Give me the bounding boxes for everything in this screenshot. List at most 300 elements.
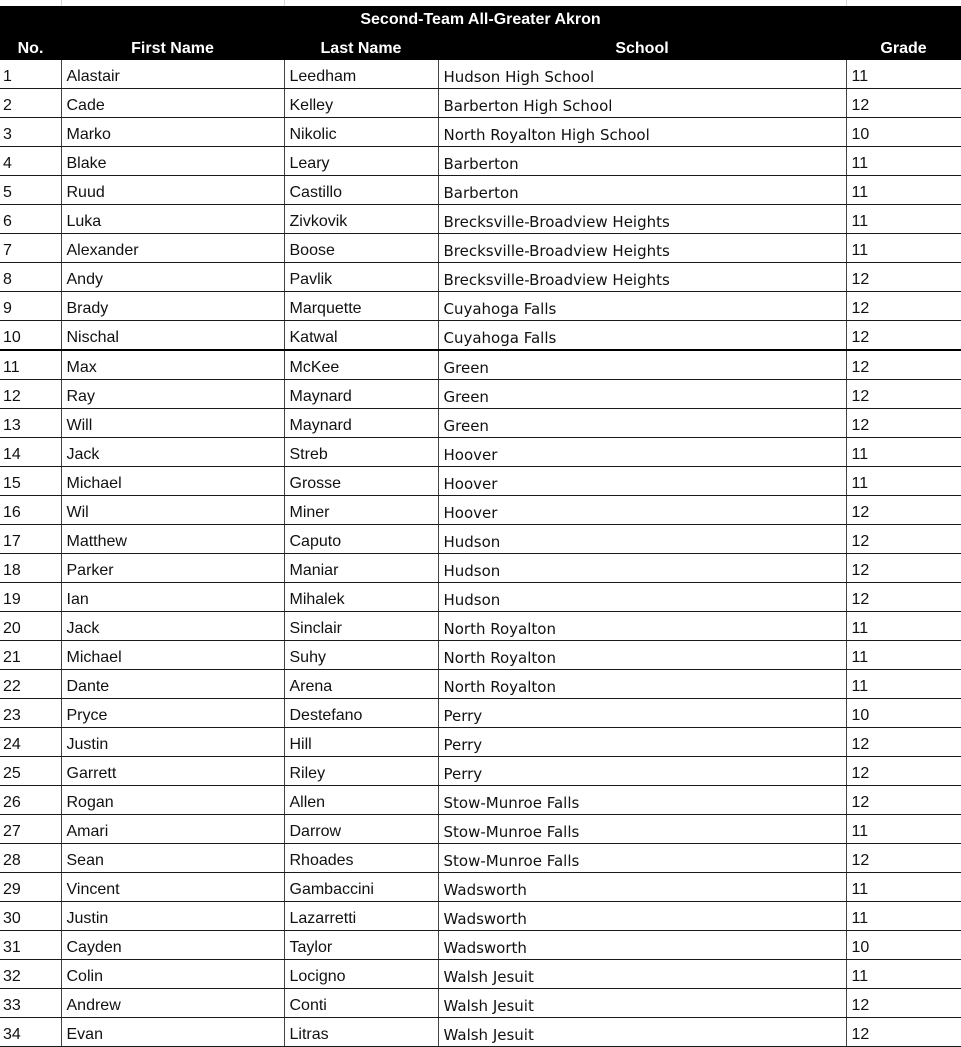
cell-first-name-text: Justin	[66, 910, 109, 927]
cell-first-name-text: Pryce	[66, 707, 108, 724]
cell-last-name	[284, 525, 438, 554]
cell-last-name-text: Riley	[289, 765, 326, 782]
cell-grade	[846, 263, 961, 292]
cell-grade	[846, 525, 961, 554]
cell-no	[0, 409, 61, 438]
cell-school-text: Hudson	[443, 562, 501, 580]
cell-no-text: 33	[3, 997, 21, 1014]
cell-no	[0, 931, 61, 960]
cell-school-text: North Royalton	[443, 649, 556, 667]
cell-school	[438, 321, 846, 351]
cell-no	[0, 757, 61, 786]
cell-last-name-text: Caputo	[289, 533, 342, 550]
cell-last-name	[284, 409, 438, 438]
cell-grade-text: 11	[851, 184, 869, 201]
cell-last-name-text: Mihalek	[289, 591, 345, 608]
cell-grade-text: 11	[851, 475, 869, 492]
cell-school	[438, 931, 846, 960]
cell-last-name-text: Grosse	[289, 475, 342, 492]
cell-school	[438, 205, 846, 234]
cell-grade	[846, 89, 961, 118]
cell-last-name-text: Zivkovik	[289, 213, 348, 230]
cell-no-text: 7	[3, 242, 12, 259]
header-row	[0, 33, 961, 60]
cell-last-name	[284, 496, 438, 525]
cell-grade-text: 12	[851, 794, 870, 811]
cell-school	[438, 89, 846, 118]
cell-first-name-text: Brady	[66, 300, 109, 317]
cell-first-name	[61, 786, 284, 815]
cell-no-text: 6	[3, 213, 12, 230]
table-row	[0, 844, 961, 873]
cell-no-text: 26	[3, 794, 21, 811]
cell-no-text: 28	[3, 852, 21, 869]
cell-grade-text: 12	[851, 591, 870, 608]
cell-last-name-text: Nikolic	[289, 126, 337, 143]
cell-grade-text: 12	[851, 300, 870, 317]
cell-no	[0, 641, 61, 670]
cell-last-name	[284, 321, 438, 351]
cell-grade	[846, 205, 961, 234]
cell-school-text: North Royalton	[443, 678, 556, 696]
table-row	[0, 234, 961, 263]
cell-no	[0, 60, 61, 89]
cell-no-text: 17	[3, 533, 21, 550]
cell-first-name-text: Amari	[66, 823, 109, 840]
table-row	[0, 176, 961, 205]
cell-grade	[846, 815, 961, 844]
cell-no-text: 29	[3, 881, 21, 898]
cell-last-name-text: Arena	[289, 678, 333, 695]
cell-last-name	[284, 583, 438, 612]
cell-school	[438, 786, 846, 815]
cell-no	[0, 699, 61, 728]
cell-first-name	[61, 728, 284, 757]
cell-last-name-text: Kelley	[289, 97, 334, 114]
cell-no-text: 31	[3, 939, 21, 956]
cell-last-name-text: Gambaccini	[289, 881, 374, 898]
cell-no-text: 1	[3, 68, 12, 85]
cell-no-text: 14	[3, 446, 21, 463]
cell-grade-text: 11	[851, 649, 869, 666]
cell-grade	[846, 438, 961, 467]
cell-first-name-text: Vincent	[66, 881, 120, 898]
cell-school	[438, 989, 846, 1018]
table-row	[0, 873, 961, 902]
cell-first-name	[61, 554, 284, 583]
cell-grade-text: 11	[851, 678, 869, 695]
cell-grade-text: 12	[851, 997, 870, 1014]
cell-last-name	[284, 902, 438, 931]
cell-last-name-text: Litras	[289, 1026, 329, 1043]
cell-last-name-text: McKee	[289, 359, 340, 376]
table-row	[0, 496, 961, 525]
cell-last-name	[284, 554, 438, 583]
cell-last-name	[284, 931, 438, 960]
cell-grade	[846, 728, 961, 757]
cell-school	[438, 960, 846, 989]
cell-no	[0, 815, 61, 844]
cell-no-text: 10	[3, 329, 21, 346]
cell-school	[438, 670, 846, 699]
cell-first-name	[61, 670, 284, 699]
cell-grade-text: 11	[851, 968, 869, 985]
cell-no	[0, 902, 61, 931]
table-row	[0, 321, 961, 351]
cell-school	[438, 438, 846, 467]
roster-table	[0, 6, 961, 1047]
cell-first-name-text: Ian	[66, 591, 89, 608]
cell-first-name	[61, 292, 284, 321]
cell-last-name	[284, 263, 438, 292]
table-row	[0, 815, 961, 844]
cell-first-name	[61, 176, 284, 205]
cell-first-name-text: Garrett	[66, 765, 117, 782]
cell-first-name	[61, 1018, 284, 1047]
cell-school	[438, 699, 846, 728]
cell-school-text: Barberton High School	[443, 97, 613, 115]
cell-no	[0, 321, 61, 351]
cell-first-name-text: Wil	[66, 504, 89, 521]
cell-no	[0, 989, 61, 1018]
cell-school	[438, 757, 846, 786]
cell-first-name	[61, 438, 284, 467]
header-school	[438, 33, 846, 60]
cell-grade	[846, 757, 961, 786]
cell-school-text: Stow-Munroe Falls	[443, 852, 580, 870]
cell-grade	[846, 60, 961, 89]
cell-first-name-text: Evan	[66, 1026, 103, 1043]
cell-first-name-text: Luka	[66, 213, 102, 230]
cell-grade	[846, 350, 961, 380]
cell-first-name	[61, 350, 284, 380]
table-row	[0, 902, 961, 931]
cell-school-text: Cuyahoga Falls	[443, 300, 557, 318]
cell-last-name	[284, 467, 438, 496]
cell-grade-text: 10	[851, 939, 870, 956]
header-school-label: School	[615, 40, 669, 57]
header-no-label: No.	[17, 40, 44, 57]
cell-last-name	[284, 147, 438, 176]
cell-first-name-text: Rogan	[66, 794, 114, 811]
cell-last-name	[284, 234, 438, 263]
cell-no	[0, 263, 61, 292]
cell-school	[438, 1018, 846, 1047]
cell-school	[438, 554, 846, 583]
cell-first-name	[61, 873, 284, 902]
cell-grade-text: 12	[851, 1026, 870, 1043]
cell-last-name-text: Castillo	[289, 184, 342, 201]
cell-school-text: Perry	[443, 765, 483, 783]
cell-first-name	[61, 147, 284, 176]
cell-first-name	[61, 757, 284, 786]
cell-grade-text: 11	[851, 68, 869, 85]
cell-school-text: Brecksville-Broadview Heights	[443, 213, 670, 231]
cell-last-name-text: Katwal	[289, 329, 338, 346]
cell-no	[0, 234, 61, 263]
cell-last-name-text: Boose	[289, 242, 335, 259]
cell-no-text: 8	[3, 271, 12, 288]
cell-school	[438, 815, 846, 844]
table-row	[0, 380, 961, 409]
cell-no	[0, 147, 61, 176]
cell-first-name	[61, 699, 284, 728]
cell-school	[438, 380, 846, 409]
cell-school-text: Cuyahoga Falls	[443, 329, 557, 347]
cell-no-text: 15	[3, 475, 21, 492]
cell-last-name	[284, 380, 438, 409]
cell-last-name-text: Miner	[289, 504, 330, 521]
cell-last-name-text: Rhoades	[289, 852, 354, 869]
cell-no-text: 20	[3, 620, 21, 637]
cell-last-name-text: Maniar	[289, 562, 339, 579]
cell-no	[0, 118, 61, 147]
cell-school-text: Wadsworth	[443, 939, 527, 957]
cell-grade-text: 12	[851, 417, 870, 434]
cell-first-name	[61, 60, 284, 89]
cell-grade-text: 11	[851, 155, 869, 172]
cell-no-text: 30	[3, 910, 21, 927]
cell-grade-text: 12	[851, 329, 870, 346]
table-row	[0, 583, 961, 612]
cell-no-text: 27	[3, 823, 21, 840]
cell-first-name	[61, 612, 284, 641]
cell-no-text: 22	[3, 678, 21, 695]
cell-school-text: Green	[443, 388, 489, 406]
cell-first-name	[61, 89, 284, 118]
cell-no-text: 11	[3, 359, 20, 376]
cell-grade	[846, 234, 961, 263]
cell-first-name	[61, 205, 284, 234]
cell-grade	[846, 844, 961, 873]
cell-grade-text: 12	[851, 504, 870, 521]
table-row	[0, 525, 961, 554]
table-row	[0, 1018, 961, 1047]
cell-school-text: Brecksville-Broadview Heights	[443, 242, 670, 260]
cell-grade	[846, 989, 961, 1018]
cell-grade	[846, 583, 961, 612]
cell-first-name-text: Andy	[66, 271, 103, 288]
header-no	[0, 33, 61, 60]
cell-grade-text: 12	[851, 852, 870, 869]
cell-school	[438, 583, 846, 612]
cell-school	[438, 641, 846, 670]
cell-last-name	[284, 438, 438, 467]
cell-school	[438, 728, 846, 757]
cell-school	[438, 496, 846, 525]
cell-grade-text: 11	[851, 620, 869, 637]
cell-grade	[846, 409, 961, 438]
table-row	[0, 641, 961, 670]
cell-no-text: 2	[3, 97, 12, 114]
cell-first-name-text: Marko	[66, 126, 111, 143]
cell-no	[0, 292, 61, 321]
cell-school	[438, 612, 846, 641]
cell-last-name	[284, 873, 438, 902]
cell-last-name	[284, 815, 438, 844]
cell-no	[0, 176, 61, 205]
table-row	[0, 147, 961, 176]
cell-last-name-text: Lazarretti	[289, 910, 357, 927]
cell-first-name-text: Sean	[66, 852, 104, 869]
cell-grade	[846, 641, 961, 670]
cell-school-text: Wadsworth	[443, 910, 527, 928]
cell-grade-text: 12	[851, 271, 870, 288]
cell-last-name	[284, 757, 438, 786]
table-row	[0, 409, 961, 438]
cell-last-name	[284, 60, 438, 89]
cell-school-text: Stow-Munroe Falls	[443, 794, 580, 812]
cell-last-name	[284, 844, 438, 873]
cell-first-name	[61, 234, 284, 263]
cell-grade-text: 12	[851, 97, 870, 114]
table-row	[0, 438, 961, 467]
cell-school-text: Hudson	[443, 591, 501, 609]
cell-school	[438, 350, 846, 380]
cell-first-name-text: Jack	[66, 446, 100, 463]
cell-no-text: 5	[3, 184, 12, 201]
cell-school	[438, 902, 846, 931]
cell-no	[0, 728, 61, 757]
cell-school	[438, 118, 846, 147]
cell-last-name-text: Marquette	[289, 300, 362, 317]
cell-last-name	[284, 670, 438, 699]
cell-first-name	[61, 960, 284, 989]
cell-last-name	[284, 1018, 438, 1047]
cell-first-name	[61, 844, 284, 873]
cell-grade	[846, 147, 961, 176]
cell-first-name-text: Colin	[66, 968, 103, 985]
cell-no-text: 18	[3, 562, 21, 579]
cell-last-name	[284, 641, 438, 670]
cell-first-name-text: Michael	[66, 649, 122, 666]
cell-no	[0, 89, 61, 118]
cell-first-name-text: Matthew	[66, 533, 127, 550]
cell-grade	[846, 467, 961, 496]
cell-school-text: Perry	[443, 736, 483, 754]
cell-first-name-text: Ray	[66, 388, 95, 405]
cell-grade-text: 12	[851, 359, 870, 376]
table-row	[0, 89, 961, 118]
cell-school-text: Walsh Jesuit	[443, 997, 534, 1015]
cell-grade	[846, 380, 961, 409]
cell-school	[438, 467, 846, 496]
cell-first-name-text: Ruud	[66, 184, 105, 201]
cell-first-name-text: Will	[66, 417, 93, 434]
cell-first-name	[61, 467, 284, 496]
cell-last-name-text: Leary	[289, 155, 330, 172]
cell-no	[0, 873, 61, 902]
cell-no	[0, 670, 61, 699]
cell-no-text: 12	[3, 388, 21, 405]
cell-school	[438, 292, 846, 321]
cell-grade	[846, 292, 961, 321]
table-row	[0, 989, 961, 1018]
cell-no	[0, 496, 61, 525]
cell-grade	[846, 176, 961, 205]
cell-grade	[846, 321, 961, 351]
cell-first-name-text: Alastair	[66, 68, 120, 85]
table-row	[0, 118, 961, 147]
cell-last-name	[284, 728, 438, 757]
cell-school-text: Walsh Jesuit	[443, 1026, 534, 1044]
cell-grade	[846, 1018, 961, 1047]
cell-grade	[846, 931, 961, 960]
cell-school-text: Perry	[443, 707, 483, 725]
cell-first-name-text: Jack	[66, 620, 100, 637]
cell-no	[0, 205, 61, 234]
cell-first-name-text: Alexander	[66, 242, 139, 259]
cell-no	[0, 467, 61, 496]
cell-school-text: Hoover	[443, 504, 498, 522]
cell-first-name-text: Blake	[66, 155, 107, 172]
cell-school	[438, 176, 846, 205]
cell-first-name	[61, 583, 284, 612]
cell-last-name-text: Taylor	[289, 939, 333, 956]
cell-first-name	[61, 118, 284, 147]
cell-no	[0, 612, 61, 641]
cell-no	[0, 350, 61, 380]
cell-no	[0, 844, 61, 873]
cell-grade	[846, 873, 961, 902]
table-row	[0, 612, 961, 641]
cell-last-name	[284, 612, 438, 641]
cell-first-name-text: Justin	[66, 736, 109, 753]
cell-grade-text: 11	[851, 910, 869, 927]
cell-first-name	[61, 931, 284, 960]
cell-first-name	[61, 263, 284, 292]
cell-school-text: Hoover	[443, 475, 498, 493]
cell-grade	[846, 786, 961, 815]
table-title: Second-Team All-Greater Akron	[0, 6, 961, 33]
cell-first-name-text: Max	[66, 359, 97, 376]
cell-last-name	[284, 989, 438, 1018]
cell-last-name	[284, 89, 438, 118]
table-row	[0, 728, 961, 757]
cell-grade-text: 10	[851, 707, 870, 724]
cell-grade	[846, 118, 961, 147]
table-row	[0, 931, 961, 960]
cell-last-name-text: Darrow	[289, 823, 342, 840]
cell-grade-text: 12	[851, 765, 870, 782]
cell-no-text: 19	[3, 591, 21, 608]
cell-school	[438, 263, 846, 292]
cell-school	[438, 234, 846, 263]
cell-no	[0, 380, 61, 409]
table-row	[0, 960, 961, 989]
cell-no-text: 16	[3, 504, 21, 521]
table-row	[0, 554, 961, 583]
header-first-name-label: First Name	[131, 40, 214, 57]
cell-last-name-text: Maynard	[289, 417, 352, 434]
table-row	[0, 467, 961, 496]
cell-last-name-text: Sinclair	[289, 620, 342, 637]
cell-first-name	[61, 409, 284, 438]
cell-grade	[846, 960, 961, 989]
cell-first-name-text: Andrew	[66, 997, 121, 1014]
cell-no	[0, 525, 61, 554]
cell-first-name-text: Michael	[66, 475, 122, 492]
table-row	[0, 757, 961, 786]
cell-school-text: Green	[443, 359, 489, 377]
header-grade	[846, 33, 961, 60]
cell-last-name-text: Maynard	[289, 388, 352, 405]
cell-last-name-text: Suhy	[289, 649, 326, 666]
cell-first-name	[61, 902, 284, 931]
table-row	[0, 292, 961, 321]
cell-grade-text: 10	[851, 126, 870, 143]
cell-no-text: 4	[3, 155, 12, 172]
